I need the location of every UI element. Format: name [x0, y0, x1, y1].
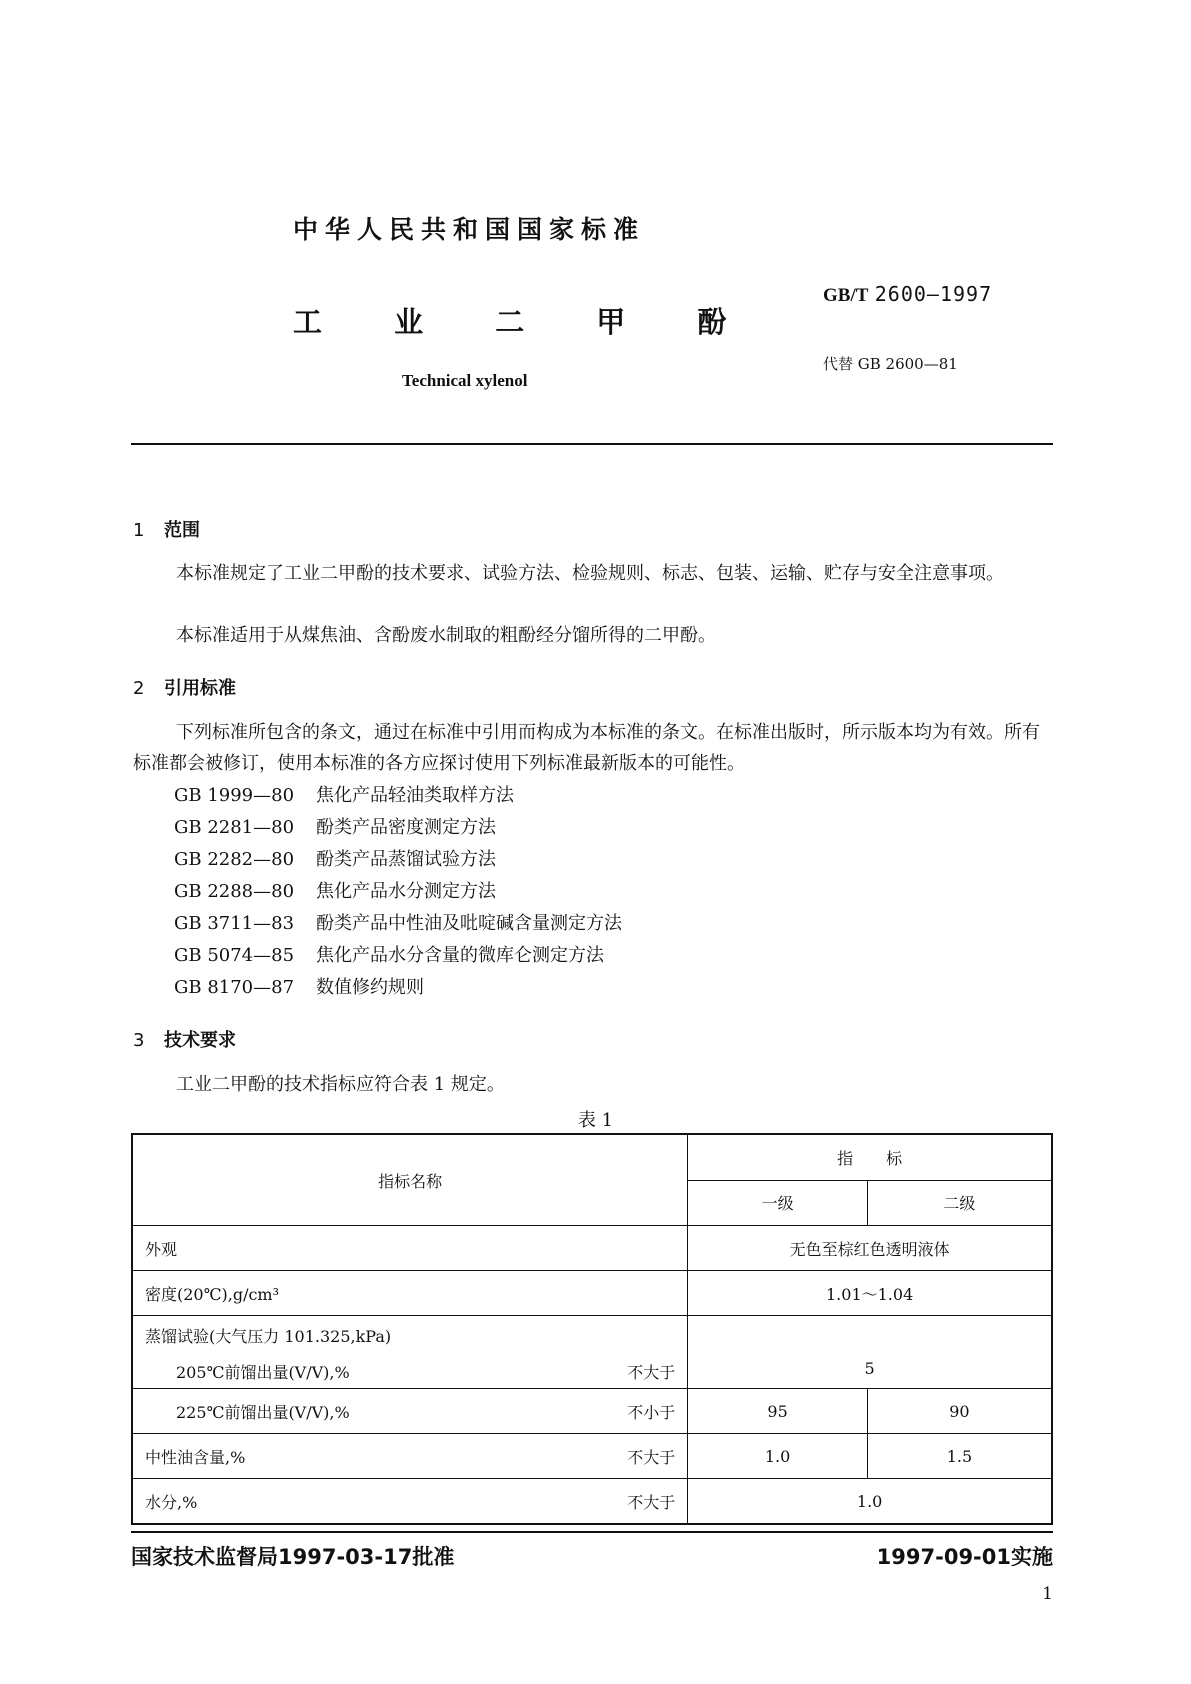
standard-code-prefix: GB/T [823, 285, 869, 306]
table-row-distillation [132, 1316, 1052, 1355]
footer-divider [131, 1531, 1053, 1533]
row-name: 密度(20℃),g/cm³ [132, 1271, 688, 1316]
table-header-row [132, 1134, 1052, 1180]
standard-code-number: 2600—1997 [874, 282, 993, 306]
reference-title: 焦化产品轻油类取样方法 [316, 785, 514, 806]
page-number: 1 [1042, 1584, 1053, 1604]
table-row-appearance [132, 1226, 1052, 1271]
row-grade2-value: 1.5 [867, 1434, 1052, 1479]
header-grade1-cell: 一级 [688, 1180, 868, 1226]
reference-item [174, 844, 622, 876]
table-row-dist-225 [132, 1389, 1052, 1434]
reference-title: 数值修约规则 [316, 977, 424, 998]
row-limit: 不小于 [627, 1402, 676, 1422]
reference-title: 酚类产品中性油及吡啶碱含量测定方法 [316, 913, 622, 934]
reference-title: 焦化产品水分含量的微库仑测定方法 [316, 945, 604, 966]
row-value: 5 [688, 1316, 1052, 1389]
row-name-cell [132, 1434, 688, 1479]
header-index-label: 指 标 [837, 1148, 903, 1168]
row-limit: 不大于 [627, 1492, 676, 1512]
reference-item [174, 780, 622, 812]
row-grade1-value: 1.0 [688, 1434, 868, 1479]
effective-date: 1997-09-01实施 [876, 1545, 1053, 1569]
approval-note: 国家技术监督局1997-03-17批准 [131, 1545, 455, 1569]
row-value: 1.0 [688, 1479, 1052, 1525]
row-value: 1.01～1.04 [688, 1271, 1052, 1316]
section-heading-requirements [133, 1026, 236, 1052]
document-title-cn: 工 业 二 甲 酚 [293, 305, 729, 339]
reference-code: GB 8170—87 [174, 977, 295, 998]
row-limit: 不大于 [627, 1362, 676, 1382]
row-name-cell [132, 1389, 688, 1434]
section-heading-scope [133, 516, 200, 542]
reference-item [174, 972, 622, 1004]
section-heading-references [133, 674, 236, 700]
replaces-note: 代替 GB 2600—81 [823, 355, 958, 373]
reference-item [174, 940, 622, 972]
reference-code: GB 1999—80 [174, 785, 295, 806]
row-name: 蒸馏试验(大气压力 101.325,kPa) [132, 1316, 688, 1355]
reference-item [174, 812, 622, 844]
reference-item [174, 876, 622, 908]
row-value: 无色至棕红色透明液体 [688, 1226, 1052, 1271]
reference-code: GB 2281—80 [174, 817, 295, 838]
header-divider [131, 443, 1053, 445]
spec-table [131, 1133, 1053, 1525]
table-row-neutral-oil [132, 1434, 1052, 1479]
scope-paragraph-2: 本标准适用于从煤焦油、含酚废水制取的粗酚经分馏所得的二甲酚。 [176, 625, 716, 646]
section-title: 引用标准 [164, 678, 236, 699]
section-number: 3 [133, 1030, 145, 1051]
requirements-intro: 工业二甲酚的技术指标应符合表 1 规定。 [176, 1074, 505, 1095]
table-caption: 表 1 [577, 1110, 614, 1131]
row-name: 水分,% [145, 1492, 198, 1512]
row-name: 外观 [132, 1226, 688, 1271]
section-title: 技术要求 [164, 1030, 236, 1051]
row-name-cell [132, 1354, 688, 1389]
document-title-en: Technical xylenol [402, 371, 528, 390]
row-name: 中性油含量,% [145, 1447, 246, 1467]
row-name: 225℃前馏出量(V/V),% [176, 1402, 350, 1422]
reference-list [174, 780, 622, 1004]
table-row-water [132, 1479, 1052, 1525]
header-grade2-cell: 二级 [867, 1180, 1052, 1226]
section-number: 1 [133, 520, 145, 541]
row-limit: 不大于 [627, 1447, 676, 1467]
row-grade2-value: 90 [867, 1389, 1052, 1434]
scope-paragraph-1: 本标准规定了工业二甲酚的技术要求、试验方法、检验规则、标志、包装、运输、贮存与安全注意事项。 [176, 563, 1004, 584]
row-name-cell [132, 1479, 688, 1525]
reference-title: 酚类产品蒸馏试验方法 [316, 849, 496, 870]
reference-title: 焦化产品水分测定方法 [316, 881, 496, 902]
section-number: 2 [133, 678, 145, 699]
reference-item [174, 908, 622, 940]
table-row-density [132, 1271, 1052, 1316]
reference-code: GB 2288—80 [174, 881, 295, 902]
header-name-cell: 指标名称 [132, 1134, 688, 1226]
header-index-cell [688, 1134, 1052, 1180]
references-intro: 下列标准所包含的条文，通过在标准中引用而构成为本标准的条文。在标准出版时，所示版本均为有效。所有标准都会被修订，使用本标准的各方应探讨使用下列标准最新版本的可能性。 [133, 722, 1040, 774]
reference-code: GB 3711—83 [174, 913, 295, 934]
section-title: 范围 [164, 520, 200, 541]
reference-code: GB 2282—80 [174, 849, 295, 870]
row-grade1-value: 95 [688, 1389, 868, 1434]
reference-title: 酚类产品密度测定方法 [316, 817, 496, 838]
standard-code [823, 282, 992, 307]
national-standard-heading: 中华人民共和国国家标准 [293, 215, 646, 244]
row-name: 205℃前馏出量(V/V),% [176, 1362, 350, 1382]
reference-code: GB 5074—85 [174, 945, 295, 966]
